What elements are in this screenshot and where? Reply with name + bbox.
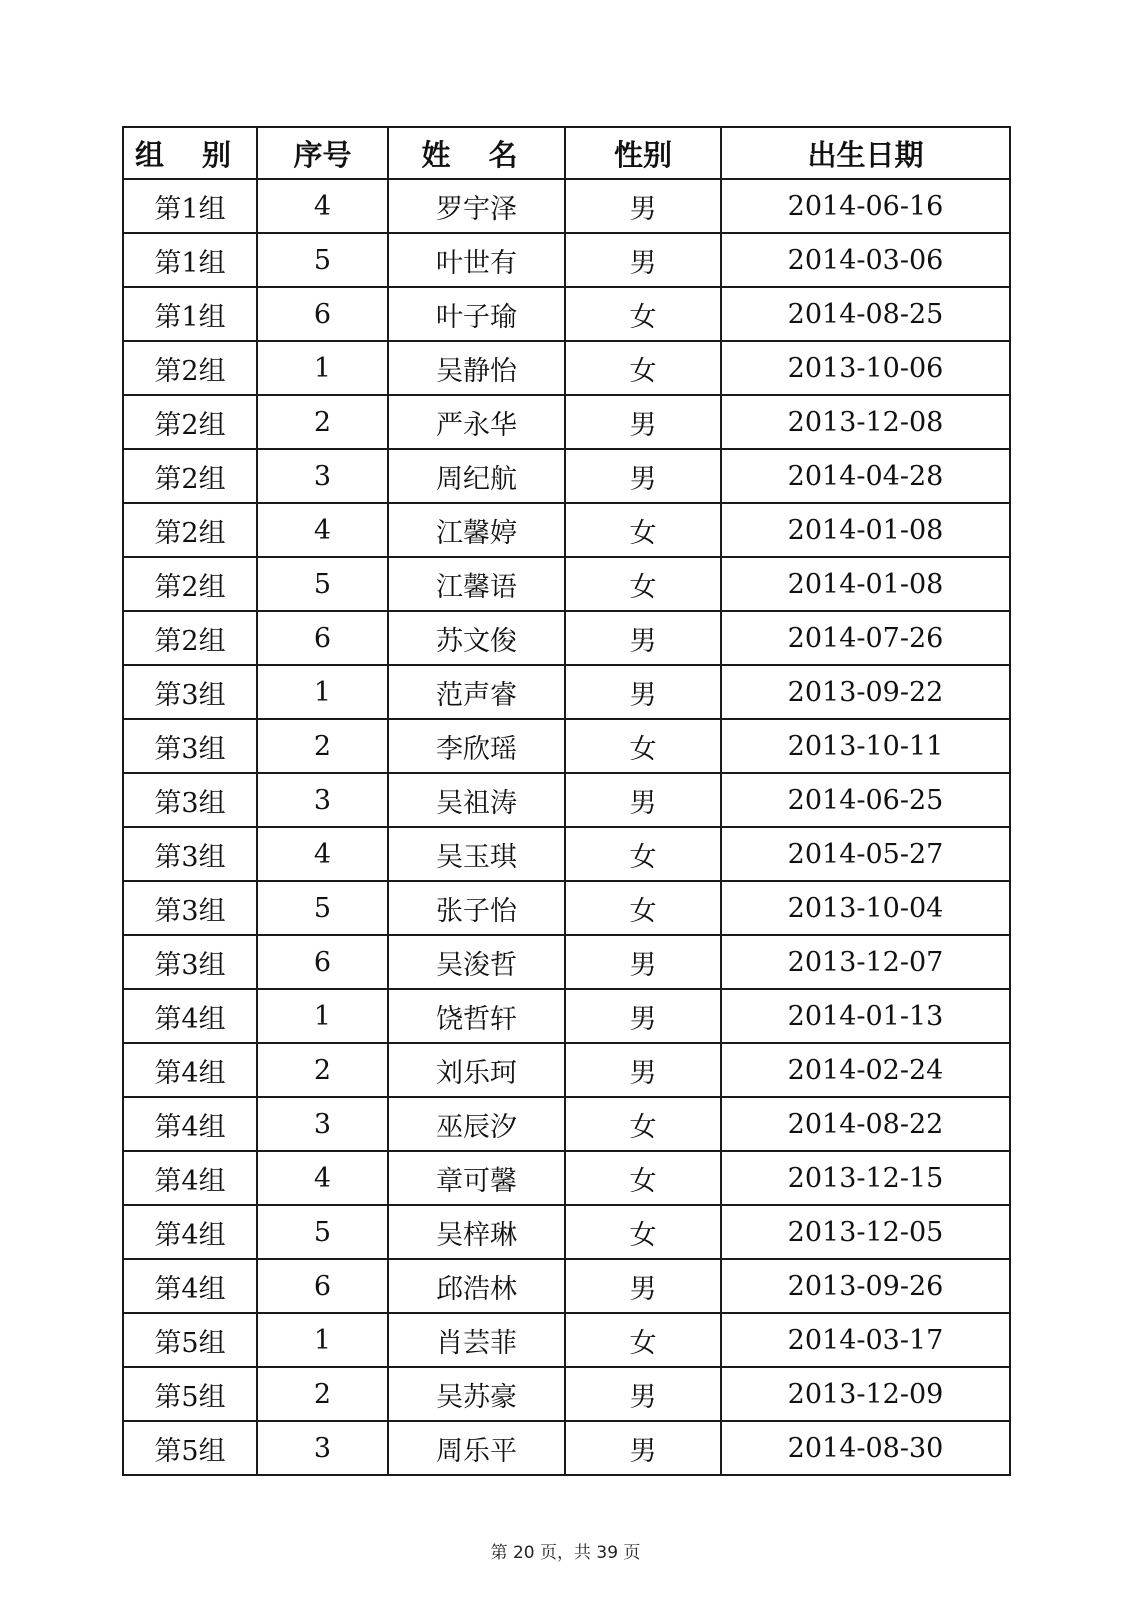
cell-birthdate: 2014-04-28	[721, 449, 1010, 503]
table-row	[123, 1097, 1010, 1151]
cell-gender: 男	[565, 989, 721, 1043]
cell-name: 刘乐珂	[388, 1043, 565, 1097]
cell-group: 第3组	[123, 881, 257, 935]
cell-group: 第4组	[123, 1205, 257, 1259]
cell-group: 第3组	[123, 719, 257, 773]
table-row	[123, 881, 1010, 935]
cell-gender: 女	[565, 719, 721, 773]
cell-birthdate: 2014-08-22	[721, 1097, 1010, 1151]
table-row	[123, 1151, 1010, 1205]
cell-name: 吴梓琳	[388, 1205, 565, 1259]
cell-seq: 5	[257, 557, 388, 611]
cell-name: 章可馨	[388, 1151, 565, 1205]
cell-group: 第2组	[123, 503, 257, 557]
cell-birthdate: 2013-10-04	[721, 881, 1010, 935]
cell-gender: 男	[565, 395, 721, 449]
cell-birthdate: 2014-08-30	[721, 1421, 1010, 1475]
cell-gender: 男	[565, 179, 721, 233]
cell-group: 第2组	[123, 557, 257, 611]
cell-gender: 女	[565, 503, 721, 557]
cell-name: 吴静怡	[388, 341, 565, 395]
cell-group: 第2组	[123, 395, 257, 449]
cell-name: 张子怡	[388, 881, 565, 935]
cell-seq: 5	[257, 1205, 388, 1259]
cell-birthdate: 2014-05-27	[721, 827, 1010, 881]
cell-birthdate: 2013-12-08	[721, 395, 1010, 449]
cell-seq: 6	[257, 611, 388, 665]
table-row	[123, 449, 1010, 503]
cell-group: 第1组	[123, 179, 257, 233]
cell-birthdate: 2014-03-06	[721, 233, 1010, 287]
cell-seq: 1	[257, 989, 388, 1043]
table-row	[123, 1313, 1010, 1367]
cell-seq: 2	[257, 719, 388, 773]
header-birthdate: 出生日期	[721, 127, 1010, 179]
cell-name: 江馨语	[388, 557, 565, 611]
table-row	[123, 611, 1010, 665]
cell-gender: 男	[565, 1367, 721, 1421]
cell-gender: 男	[565, 449, 721, 503]
cell-name: 苏文俊	[388, 611, 565, 665]
cell-birthdate: 2014-01-08	[721, 503, 1010, 557]
table-row	[123, 395, 1010, 449]
cell-gender: 女	[565, 557, 721, 611]
cell-seq: 3	[257, 449, 388, 503]
cell-gender: 女	[565, 287, 721, 341]
cell-gender: 男	[565, 1421, 721, 1475]
cell-group: 第3组	[123, 935, 257, 989]
cell-gender: 女	[565, 827, 721, 881]
table-row	[123, 1259, 1010, 1313]
cell-gender: 女	[565, 1205, 721, 1259]
cell-birthdate: 2014-01-08	[721, 557, 1010, 611]
cell-name: 严永华	[388, 395, 565, 449]
cell-name: 叶世有	[388, 233, 565, 287]
cell-group: 第4组	[123, 989, 257, 1043]
cell-birthdate: 2014-02-24	[721, 1043, 1010, 1097]
cell-name: 邱浩林	[388, 1259, 565, 1313]
cell-gender: 男	[565, 665, 721, 719]
cell-gender: 女	[565, 881, 721, 935]
cell-birthdate: 2014-06-16	[721, 179, 1010, 233]
table-row	[123, 827, 1010, 881]
cell-gender: 女	[565, 1313, 721, 1367]
cell-seq: 6	[257, 935, 388, 989]
cell-birthdate: 2013-09-26	[721, 1259, 1010, 1313]
table-row	[123, 1421, 1010, 1475]
table-row	[123, 179, 1010, 233]
cell-seq: 1	[257, 341, 388, 395]
table-row	[123, 557, 1010, 611]
cell-seq: 2	[257, 395, 388, 449]
cell-seq: 3	[257, 773, 388, 827]
table-row	[123, 1043, 1010, 1097]
cell-name: 吴玉琪	[388, 827, 565, 881]
table-row	[123, 665, 1010, 719]
cell-name: 吴祖涛	[388, 773, 565, 827]
cell-seq: 3	[257, 1421, 388, 1475]
table-row	[123, 503, 1010, 557]
header-seq: 序号	[257, 127, 388, 179]
cell-birthdate: 2014-08-25	[721, 287, 1010, 341]
table-row	[123, 233, 1010, 287]
cell-seq: 4	[257, 1151, 388, 1205]
table-row	[123, 719, 1010, 773]
cell-group: 第3组	[123, 665, 257, 719]
roster-table	[122, 126, 1011, 1476]
cell-name: 叶子瑜	[388, 287, 565, 341]
table-row	[123, 989, 1010, 1043]
cell-name: 饶哲轩	[388, 989, 565, 1043]
cell-birthdate: 2013-12-07	[721, 935, 1010, 989]
cell-seq: 2	[257, 1043, 388, 1097]
cell-birthdate: 2013-12-09	[721, 1367, 1010, 1421]
cell-gender: 女	[565, 341, 721, 395]
table-row	[123, 341, 1010, 395]
cell-name: 李欣瑶	[388, 719, 565, 773]
cell-name: 罗宇泽	[388, 179, 565, 233]
cell-name: 吴浚哲	[388, 935, 565, 989]
cell-group: 第5组	[123, 1367, 257, 1421]
cell-group: 第3组	[123, 827, 257, 881]
table-row	[123, 773, 1010, 827]
cell-group: 第4组	[123, 1151, 257, 1205]
cell-seq: 2	[257, 1367, 388, 1421]
cell-birthdate: 2014-07-26	[721, 611, 1010, 665]
cell-gender: 男	[565, 611, 721, 665]
cell-seq: 4	[257, 827, 388, 881]
table-row	[123, 287, 1010, 341]
cell-birthdate: 2014-06-25	[721, 773, 1010, 827]
page-footer: 第 20 页，共 39 页	[490, 1543, 641, 1563]
cell-group: 第2组	[123, 449, 257, 503]
roster-body	[123, 179, 1010, 1475]
cell-name: 范声睿	[388, 665, 565, 719]
cell-name: 巫辰汐	[388, 1097, 565, 1151]
cell-gender: 男	[565, 1259, 721, 1313]
header-name: 姓 名	[388, 127, 565, 179]
cell-birthdate: 2014-01-13	[721, 989, 1010, 1043]
cell-seq: 6	[257, 1259, 388, 1313]
cell-seq: 1	[257, 665, 388, 719]
cell-birthdate: 2013-12-05	[721, 1205, 1010, 1259]
cell-group: 第1组	[123, 287, 257, 341]
cell-group: 第4组	[123, 1043, 257, 1097]
cell-group: 第2组	[123, 341, 257, 395]
cell-gender: 男	[565, 935, 721, 989]
cell-gender: 女	[565, 1097, 721, 1151]
cell-seq: 3	[257, 1097, 388, 1151]
cell-group: 第5组	[123, 1421, 257, 1475]
table-row	[123, 1367, 1010, 1421]
cell-name: 肖芸菲	[388, 1313, 565, 1367]
cell-birthdate: 2013-10-11	[721, 719, 1010, 773]
cell-seq: 5	[257, 233, 388, 287]
cell-group: 第1组	[123, 233, 257, 287]
header-group: 组 别	[123, 127, 257, 179]
cell-group: 第3组	[123, 773, 257, 827]
cell-seq: 1	[257, 1313, 388, 1367]
cell-seq: 4	[257, 179, 388, 233]
cell-birthdate: 2013-09-22	[721, 665, 1010, 719]
cell-group: 第4组	[123, 1259, 257, 1313]
cell-group: 第5组	[123, 1313, 257, 1367]
cell-name: 江馨婷	[388, 503, 565, 557]
cell-seq: 4	[257, 503, 388, 557]
table-row	[123, 1205, 1010, 1259]
cell-gender: 女	[565, 1151, 721, 1205]
cell-name: 周纪航	[388, 449, 565, 503]
cell-name: 周乐平	[388, 1421, 565, 1475]
cell-gender: 男	[565, 773, 721, 827]
header-row	[123, 127, 1010, 179]
cell-birthdate: 2013-12-15	[721, 1151, 1010, 1205]
cell-seq: 5	[257, 881, 388, 935]
cell-gender: 男	[565, 1043, 721, 1097]
cell-group: 第4组	[123, 1097, 257, 1151]
header-gender: 性别	[565, 127, 721, 179]
cell-name: 吴苏豪	[388, 1367, 565, 1421]
table-row	[123, 935, 1010, 989]
cell-seq: 6	[257, 287, 388, 341]
cell-gender: 男	[565, 233, 721, 287]
cell-group: 第2组	[123, 611, 257, 665]
cell-birthdate: 2013-10-06	[721, 341, 1010, 395]
cell-birthdate: 2014-03-17	[721, 1313, 1010, 1367]
